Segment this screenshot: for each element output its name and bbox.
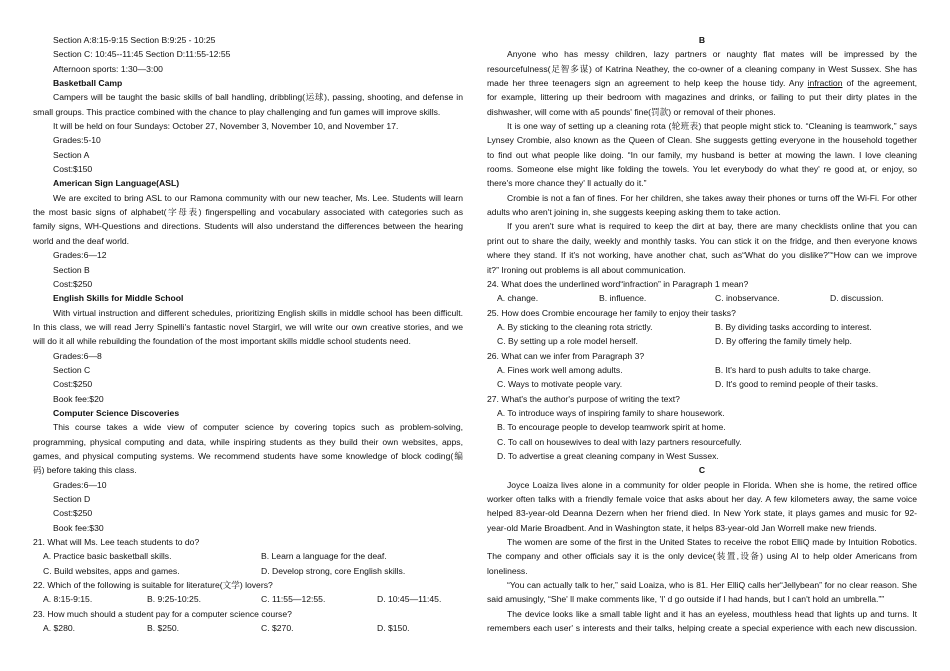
underlined-word-infraction: infraction [807,78,843,89]
question-25-options-row1 [487,320,917,334]
option-27-b: B. To encourage people to develop teamwork spirit at home. [497,422,726,433]
option-26-b: B. It's hard to push adults to take charge. [715,364,871,375]
option-27-c: C. To call on housewives to deal with lazy partners resourcefully. [497,436,742,447]
option-26-d: D. It's good to remind people of their tasks. [715,379,879,390]
option-21-c: C. Build websites, apps and games. [43,565,180,576]
text-line: world and the deaf world. [33,235,130,246]
question-21-options-row1 [33,549,463,563]
text-line: remembers each user' s interests and their talks, helping create a special experience with each new discussion. [487,623,917,634]
right-column [487,33,917,635]
option-25-a: A. By sticking to the cleaning rota strictly. [497,321,653,332]
text-line: said amusingly, “She' ll make comments like, 'I' d go outside if I had hands, but I can't hold an umbrella.”” [487,594,885,605]
text-line: Cost:$250 [53,379,93,390]
option-23-a: A. $280. [43,623,76,634]
text-line: Book fee:$20 [53,393,104,404]
text-line: Crombie is not a fan of fines. For her children, she takes away their phones or turns off the Wi-Fi. For other [507,192,917,203]
option-23-c: C. $270. [261,623,294,634]
question-23-options [33,621,463,635]
section-heading-b: B [698,35,706,45]
text-line: Grades:6—8 [53,350,102,361]
option-25-d: D. By offering the family timely help. [715,336,852,347]
text-line: Section B [53,264,90,275]
text-line: adults who aren't joining in, she suggests keeping asking them to take action. [487,207,781,218]
passage-c-text [487,478,917,636]
question-25-options-row2 [487,334,917,348]
question-26-stem: 26. What can we infer from Paragraph 3? [487,350,645,361]
option-22-d: D. 10:45—11:45. [377,594,442,605]
text-line: programming, physical computing and data, while inspiring students as they build their own websites, apps, [33,436,463,447]
option-25-b: B. By dividing tasks according to interest. [715,321,872,332]
text-line: Cost:$250 [53,278,93,289]
option-22-a: A. 8:15-9:15. [43,594,93,605]
text-line: Section C [53,364,91,375]
passage-b-text [487,90,917,276]
option-26-c: C. Ways to motivate people vary. [497,379,623,390]
option-22-b: B. 9:25-10:25. [147,594,201,605]
text-line: games, and physical computing systems. We recommend students have some knowledge of block coding(编 [33,450,463,461]
text-line: Joyce Loaiza lives alone in a community for older people in Florida. When she is home, the retired office [507,479,917,490]
option-24-b: B. influence. [599,293,647,304]
text-line: Grades:6—10 [53,479,107,490]
question-24-stem: 24. What does the underlined word“infraction” in Paragraph 1 mean? [487,278,749,289]
question-22-stem: 22. Which of the following is suitable for literature(文学) lovers? [33,580,273,591]
question-26-options-row1 [487,363,917,377]
text-line: Afternoon sports: 1:30—3:00 [53,63,163,74]
text-line: It is one way of setting up a cleaning rota (轮班表) that people might stick to. “Cleaning is teamwork,” says [507,121,917,132]
option-21-a: A. Practice basic basketball skills. [43,551,172,562]
question-21-stem: 21. What will Ms. Lee teach students to do? [33,537,200,548]
text-line: to find out what people like doing. “In our family, my husband is better at mowing the lawn. I love cleaning [487,149,917,160]
text-line: English Skills for Middle School [53,293,184,304]
option-22-c: C. 11:55—12:55. [261,594,326,605]
text-line: Cost:$250 [53,508,93,519]
text-line: Computer Science Discoveries [53,407,180,418]
text-line: Grades:5-10 [53,135,101,146]
option-24-d: D. discussion. [830,293,884,304]
text-line: Campers will be taught the basic skills of ball handling, dribbling(运球), passing, shooting, and defense in [53,92,463,103]
option-25-c: C. By setting up a role model herself. [497,336,638,347]
text-line: Section A [53,149,90,160]
text-line: helped 83-year-old Deanna Dezern when her friend died. In New York state, it plays games and music for 92- [487,508,917,519]
text-line: With virtual instruction and different schedules, prioritizing English skills in middle school has been difficult. [53,307,463,318]
question-27-stem: 27. What's the author's purpose of writing the text? [487,393,680,404]
question-25-stem: 25. How does Crombie encourage her family to enjoy their tasks? [487,307,736,318]
question-26-options-row2 [487,377,917,391]
text-line: Lynsey Crombie, also known as the Queen of Clean. She suggests getting everyone in the household together [487,135,917,146]
option-21-d: D. Develop strong, core English skills. [261,565,406,576]
question-23-stem: 23. How much should a student pay for a computer science course? [33,608,292,619]
option-24-a: A. change. [497,293,539,304]
text-line: where they stand. If it's not working, have another chat, such as“What do you dislike?”“How can we improve [487,250,917,261]
text-line: The company and other officials say it is the only device(装置,设备) using AI to help older Americans from [487,551,917,562]
text-line: resourcefulness(足智多谋) of Katrina Neathey, the co-owner of a cleaning company in West Sussex. She has [487,63,917,74]
text-line: Anyone who has messy children, lazy partners or naughty flat mates will be impressed by the [507,49,917,60]
text-line: In this class, we will read Jerry Spinelli's fantastic novel Stargirl, we will write our own creative stories, and we [33,321,463,332]
option-24-c: C. inobservance. [715,293,780,304]
infraction-after: of the agreement, [842,78,917,89]
text-line: Section D [53,494,91,504]
text-line: It will be held on four Sundays: October 27, November 3, November 10, and November 17. [53,121,399,132]
text-line: This course takes a wide view of computer science by covering topics such as problem-solving, [53,422,463,433]
left-column [33,33,463,635]
text-line: print out to share the daily, weekly and monthly tasks. You can stick it on the fridge, and then everyone knows [487,235,917,246]
text-line: year-old Marie Broadbent. And in Washington state, it helps 83-year-old Jan Worrell make new friends. [487,522,877,533]
text-line: “You can actually talk to her,” said Loaiza, who is 81. Her ElliQ calls her“Jellybean” for no clear reason. She [507,580,917,591]
text-line: it?” Ironing out problems is all about communication. [487,264,686,275]
text-line: The device looks like a small table light and it has an eyeless, mouthless head that lights up and turns. It [507,608,917,619]
text-line: American Sign Language(ASL) [53,178,180,189]
text-line: small groups. This practice combined with the chance to play challenging and fun games will improve skills. [33,106,441,117]
text-line: Grades:6—12 [53,250,107,261]
option-26-a: A. Fines work well among adults. [497,364,623,375]
text-line: family signs, WH-Questions and directions. Students will also understand the differences between the hearing [33,221,463,232]
option-23-d: D. $150. [377,623,410,634]
option-27-d: D. To advertise a great cleaning company in West Sussex. [497,450,719,461]
question-21-options-row2 [33,564,463,578]
option-23-b: B. $250. [147,623,180,634]
text-line: will do it all while rebuilding the foundation of the most important skills middle school students need. [33,336,411,347]
text-line: Section A:8:15-9:15 Section B:9:25 - 10:25 [53,35,216,45]
text-line: for example, littering up their bedroom with magazines and drinks, or failing to put their dirty plates in the [487,92,917,103]
text-line: Cost:$150 [53,164,93,175]
text-line: Section C: 10:45--11:45 Section D:11:55-12:55 [53,49,231,60]
text-line: loneliness. [487,565,528,576]
text-line: the most basic signs of alphabet(字母表) fingerspelling and vocabulary associated with categories such as [33,207,463,218]
text-line: If you aren't sure what is required to keep the dirt at bay, there are many checklists online that you can [507,221,917,232]
text-line: dishwasher, will come with a5 pounds' fine(罚款) or removal of their phones. [487,106,776,117]
section-heading-c: C [698,465,706,476]
question-22-options [33,592,463,606]
question-24-options [487,291,917,305]
text-line: Basketball Camp [53,78,123,89]
passage-a-text [33,33,463,535]
infraction-before: made her three teenagers sign an agreement to help keep the house tidy. Any [487,78,808,89]
option-21-b: B. Learn a language for the deaf. [261,551,387,562]
text-line: We are excited to bring ASL to our Ramona community with our new teacher, Ms. Lee. Students will learn [53,192,463,203]
text-line: Book fee:$30 [53,522,104,533]
text-line: worker often talks with a friendly female voice that asks about her day. A few kilometers away, the same voice [487,494,917,504]
text-line: The women are some of the first in the United States to receive the robot ElliQ made by Intuition Robotics. [507,537,917,548]
passage-b-infraction-line [487,76,917,90]
option-27-a: A. To introduce ways of inspiring family to share housework. [497,407,725,418]
passage-b-intro [487,47,917,76]
text-line: 码) before taking this class. [33,465,137,476]
text-line: rooms. Someone else might like folding the towels. You let everybody do what they' re good at, or enjoy, so [487,164,917,175]
text-line: there's more chance they' ll actually do it.” [487,178,647,189]
